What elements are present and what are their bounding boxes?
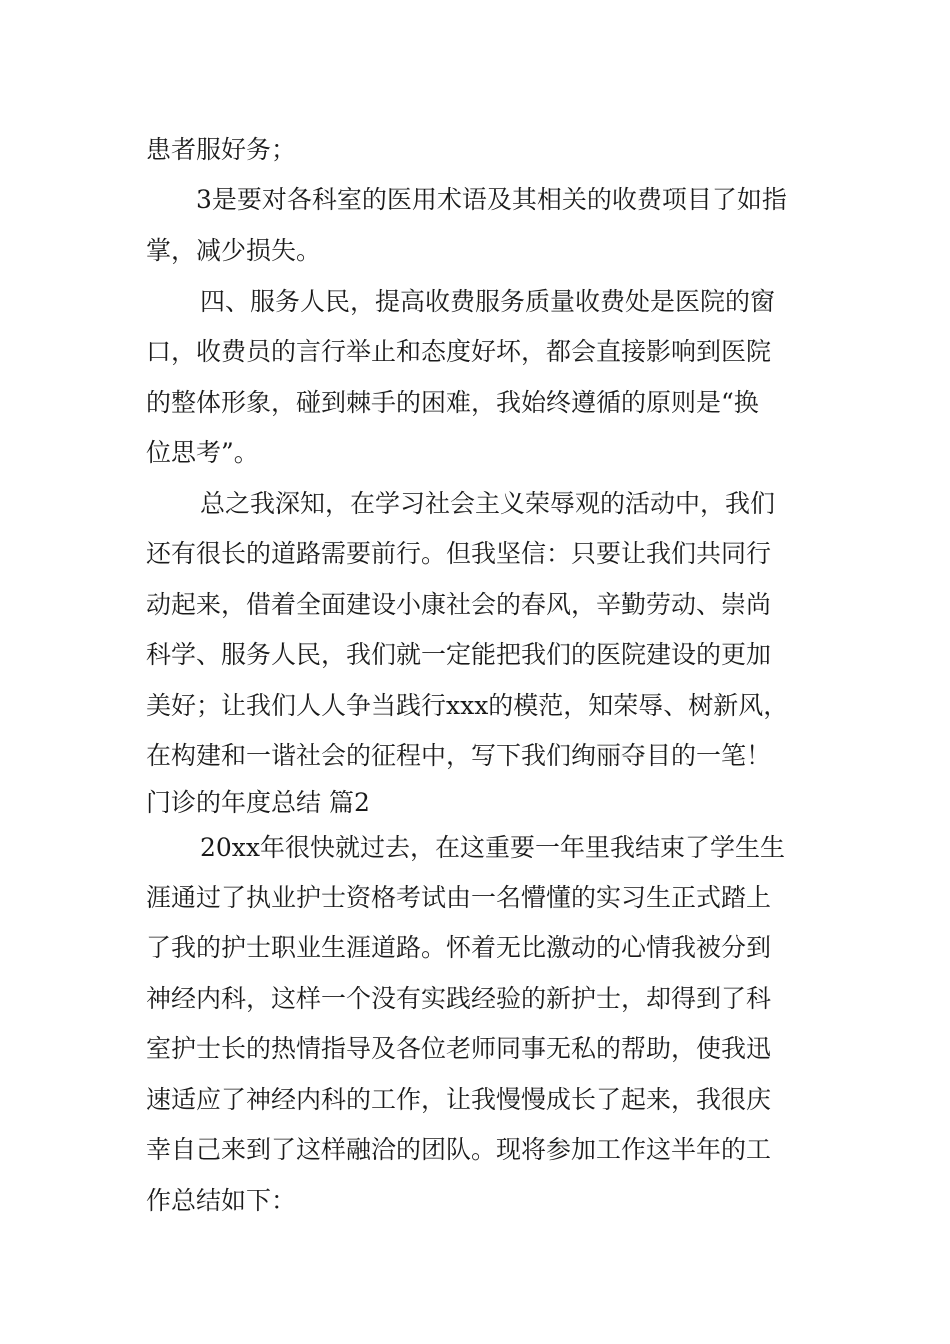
- text-line: 作总结如下：: [146, 1186, 297, 1215]
- text-line: 口，收费员的言行举止和态度好坏，都会直接影响到医院: [146, 337, 772, 366]
- text-line: 美好；让我们人人争当践行xxx的模范，知荣辱、树新风，: [146, 691, 789, 720]
- text-line: 20xx年很快就过去，在这重要一年里我结束了学生生: [200, 833, 786, 862]
- text-line: 室护士长的热情指导及各位老师同事无私的帮助，使我迅: [146, 1034, 772, 1063]
- text-line: 位思考”。: [146, 438, 259, 467]
- text-line: 动起来，借着全面建设小康社会的春风，辛勤劳动、崇尚: [146, 590, 772, 619]
- text-line: 还有很长的道路需要前行。但我坚信：只要让我们共同行: [146, 539, 772, 568]
- text-line: 了我的护士职业生涯道路。怀着无比激动的心情我被分到: [146, 933, 772, 962]
- section-heading: 门诊的年度总结 篇2: [146, 788, 370, 817]
- text-line: 的整体形象，碰到棘手的困难，我始终遵循的原则是“换: [146, 388, 759, 417]
- text-line: 速适应了神经内科的工作，让我慢慢成长了起来，我很庆: [146, 1085, 772, 1114]
- text-line: 患者服好务；: [146, 135, 297, 164]
- text-line: 四、服务人民，提高收费服务质量收费处是医院的窗: [200, 287, 776, 316]
- text-line: 幸自己来到了这样融洽的团队。现将参加工作这半年的工: [146, 1135, 772, 1164]
- text-line: 科学、服务人民，我们就一定能把我们的医院建设的更加: [146, 640, 772, 669]
- text-line: 神经内科，这样一个没有实践经验的新护士，却得到了科: [146, 984, 772, 1013]
- text-line: 3是要对各科室的医用术语及其相关的收费项目了如指: [196, 185, 787, 214]
- text-line: 总之我深知，在学习社会主义荣辱观的活动中，我们: [200, 489, 776, 518]
- text-line: 掌，减少损失。: [146, 236, 322, 265]
- text-line: 在构建和一谐社会的征程中，写下我们绚丽夺目的一笔！: [146, 741, 772, 770]
- text-line: 涯通过了执业护士资格考试由一名懵懂的实习生正式踏上: [146, 883, 772, 912]
